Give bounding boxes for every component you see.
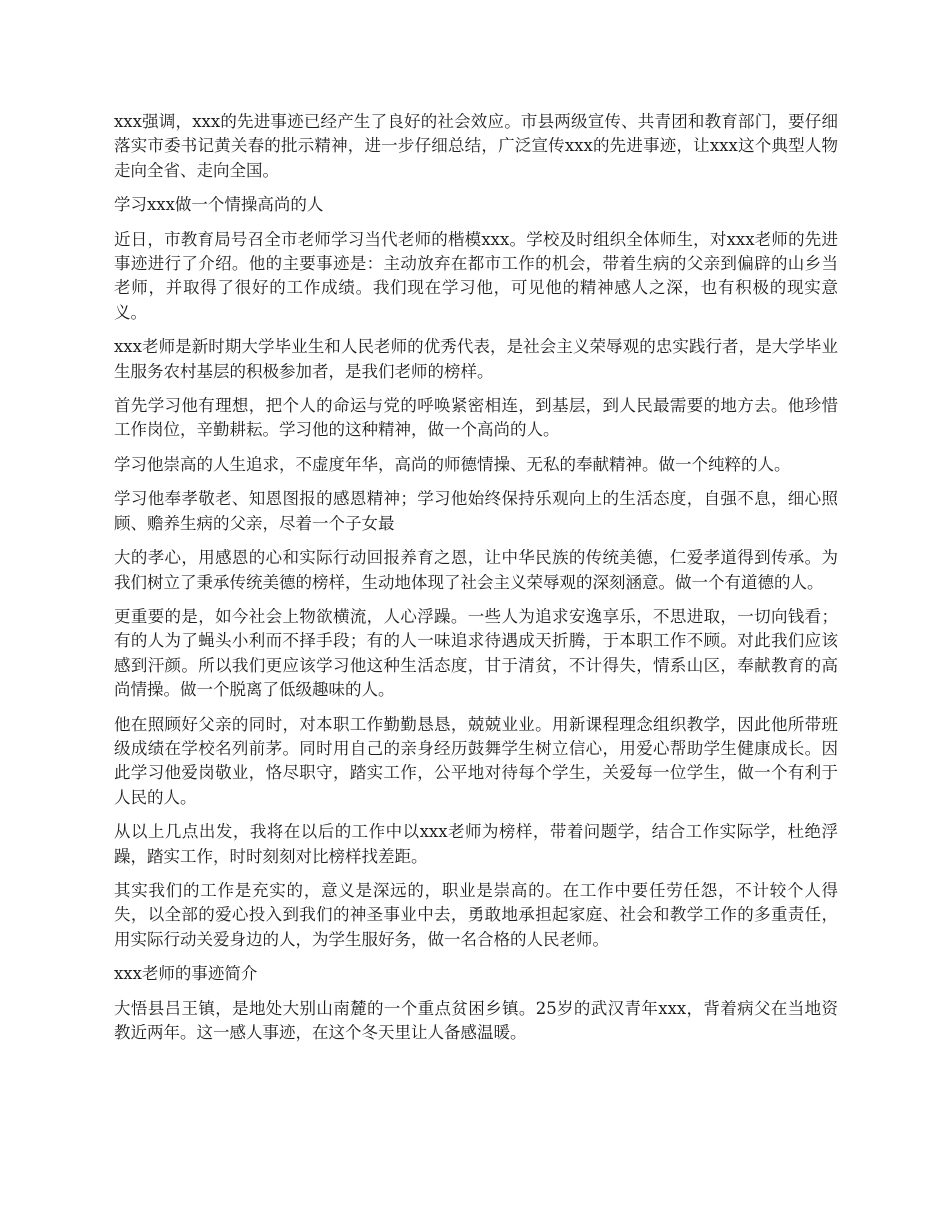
paragraph: 学习他崇高的人生追求，不虚度年华，高尚的师德情操、无私的奉献精神。做一个纯粹的人。 bbox=[114, 454, 791, 474]
paragraph: xxx老师是新时期大学毕业生和人民老师的优秀代表，是社会主义荣辱观的忠实践行者，是大学毕业生服务农村基层的积极参加者，是我们老师的榜样。 bbox=[114, 337, 838, 381]
paragraph: 近日，市教育局号召全市老师学习当代老师的楷模xxx。学校及时组织全体师生，对xxx老师的先进事迹进行了介绍。他的主要事迹是：主动放弃在都市工作的机会，带着生病的父亲到偏辟的山乡当老师，并取得了很好的工作成绩。我们现在学习他，可见他的精神感人之深，也有积极的现实意义。 bbox=[114, 229, 838, 322]
section-heading: 学习xxx做一个情操高尚的人 bbox=[114, 195, 324, 215]
document-body bbox=[114, 110, 838, 1055]
section-heading: xxx老师的事迹简介 bbox=[114, 964, 258, 984]
paragraph: 大的孝心，用感恩的心和实际行动回报养育之恩，让中华民族的传统美德，仁爱孝道得到传承。为我们树立了秉承传统美德的榜样，生动地体现了社会主义荣辱观的深刻涵意。做一个有道德的人。 bbox=[114, 548, 838, 592]
paragraph: 学习他奉孝敬老、知恩图报的感恩精神；学习他始终保持乐观向上的生活态度，自强不息，细心照顾、赡养生病的父亲，尽着一个子女最 bbox=[114, 489, 838, 533]
paragraph: 其实我们的工作是充实的，意义是深远的，职业是崇高的。在工作中要任劳任怨，不计较个人得失，以全部的爱心投入到我们的神圣事业中去，勇敢地承担起家庭、社会和教学工作的多重责任，用实际行动关爱身边的人，为学生服好务，做一名合格的人民老师。 bbox=[114, 880, 838, 949]
paragraph: 大悟县吕王镇，是地处大别山南麓的一个重点贫困乡镇。25岁的武汉青年xxx，背着病父在当地资教近两年。这一感人事迹，在这个冬天里让人备感温暖。 bbox=[114, 998, 838, 1042]
paragraph: 他在照顾好父亲的同时，对本职工作勤勤恳恳，兢兢业业。用新课程理念组织教学，因此他所带班级成绩在学校名列前茅。同时用自己的亲身经历鼓舞学生树立信心，用爱心帮助学生健康成长。因此学习他爱岗敬业，恪尽职守，踏实工作，公平地对待每个学生，关爱每一位学生，做一个有利于人民的人。 bbox=[114, 714, 838, 807]
paragraph: xxx强调，xxx的先进事迹已经产生了良好的社会效应。市县两级宣传、共青团和教育部门，要仔细落实市委书记黄关春的批示精神，进一步仔细总结，广泛宣传xxx的先进事迹，让xxx这个典型人物走向全省、走向全国。 bbox=[114, 112, 838, 180]
paragraph: 更重要的是，如今社会上物欲横流，人心浮躁。一些人为追求安逸享乐，不思进取，一切向钱看；有的人为了蝇头小利而不择手段；有的人一味追求待遇成天折腾，于本职工作不顾。对此我们应该感到汗颜。所以我们更应该学习他这种生活态度，甘于清贫，不计得失，情系山区，奉献教育的高尚情操。做一个脱离了低级趣味的人。 bbox=[114, 606, 838, 700]
paragraph: 从以上几点出发，我将在以后的工作中以xxx老师为榜样，带着问题学，结合工作实际学，杜绝浮躁，踏实工作，时时刻刻对比榜样找差距。 bbox=[114, 822, 838, 866]
paragraph: 首先学习他有理想，把个人的命运与党的呼唤紧密相连，到基层，到人民最需要的地方去。他珍惜工作岗位，辛勤耕耘。学习他的这种精神，做一个高尚的人。 bbox=[114, 396, 838, 440]
